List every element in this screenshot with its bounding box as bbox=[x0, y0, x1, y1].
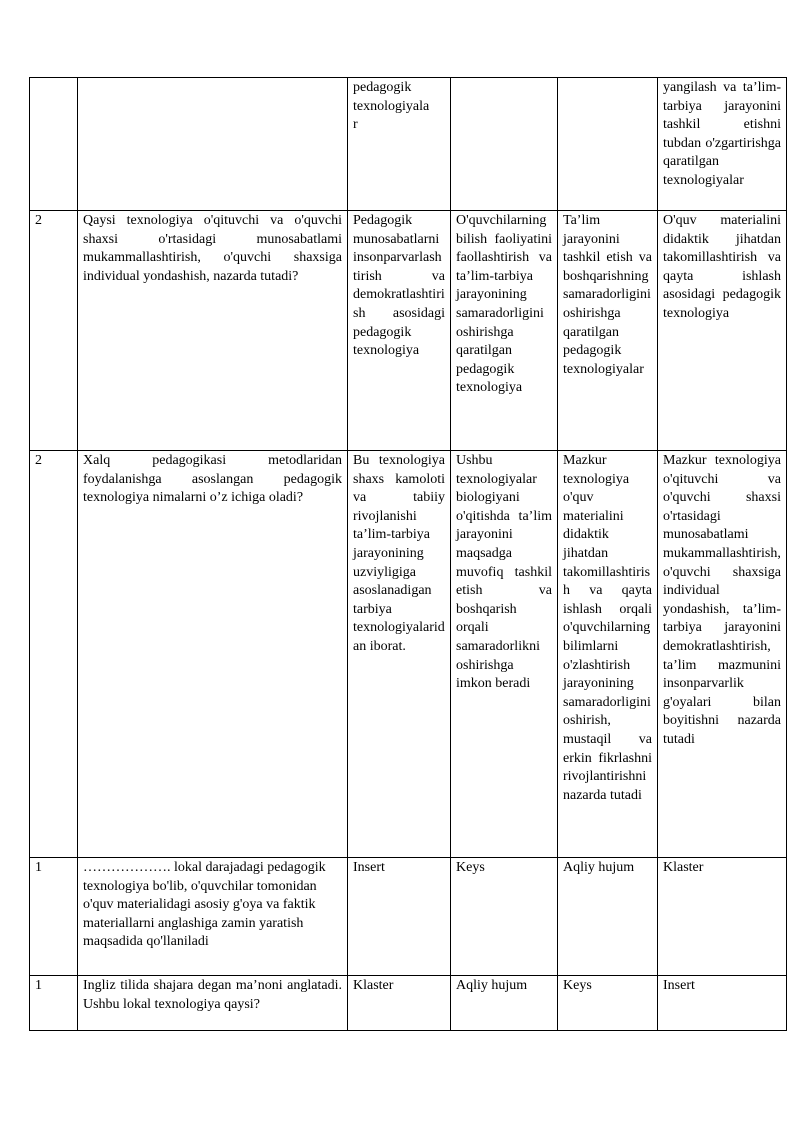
answer-a: Insert bbox=[348, 858, 451, 976]
answer-b: Keys bbox=[451, 858, 558, 976]
answer-c: Keys bbox=[558, 976, 658, 1031]
question-text: Xalq pedagogikasi metodlaridan foydalanishga asoslangan pedagogik texnologiya nimalarni o’z ichiga oladi? bbox=[78, 451, 348, 858]
table-row bbox=[30, 451, 787, 858]
table-row bbox=[30, 976, 787, 1031]
question-text: Ingliz tilida shajara degan ma’noni anglatadi. Ushbu lokal texnologiya qaysi? bbox=[78, 976, 348, 1031]
answer-c: Ta’lim jarayonini tashkil etish va boshqarishning samaradorligini oshirishga qaratilgan pedagogik texnologiyalar bbox=[558, 211, 658, 451]
question-number: 2 bbox=[30, 211, 78, 451]
question-text bbox=[78, 78, 348, 211]
question-text: Qaysi texnologiya o'qituvchi va o'quvchi shaxsi o'rtasidagi munosabatlami mukammallashtirish, o'quvchi shaxsiga individual yondashish, nazarda tutadi? bbox=[78, 211, 348, 451]
answer-a: pedagogik texnologiyala r bbox=[348, 78, 451, 211]
answer-b: Ushbu texnologiyalar biologiyani o'qitishda ta’lim jarayonini maqsadga muvofiq tashkil etish va boshqarish orqali samaradorlikni oshirishga imkon beradi bbox=[451, 451, 558, 858]
answer-d: Insert bbox=[658, 976, 787, 1031]
answer-a: Klaster bbox=[348, 976, 451, 1031]
answer-d: Klaster bbox=[658, 858, 787, 976]
answer-b: Aqliy hujum bbox=[451, 976, 558, 1031]
answer-b bbox=[451, 78, 558, 211]
questions-table bbox=[29, 77, 787, 1031]
answer-d: O'quv materialini didaktik jihatdan takomillashtirish va qayta ishlash asosidagi pedagogik texnologiya bbox=[658, 211, 787, 451]
question-number: 2 bbox=[30, 451, 78, 858]
question-number bbox=[30, 78, 78, 211]
question-number: 1 bbox=[30, 858, 78, 976]
answer-c bbox=[558, 78, 658, 211]
answer-c: Aqliy hujum bbox=[558, 858, 658, 976]
table-row bbox=[30, 858, 787, 976]
answer-b: O'quvchilarning bilish faoliyatini faollashtirish va ta’lim-tarbiya jarayonining samaradorligini oshirishga qaratilgan pedagogik texnologiya bbox=[451, 211, 558, 451]
table-row bbox=[30, 78, 787, 211]
question-text: ………………. lokal darajadagi pedagogik texnologiya bo'lib, o'quvchilar tomonidan o'quv materialidagi asosiy g'oya va faktik materiallarni anglashiga zamin yaratish maqsadida qo'llaniladi bbox=[78, 858, 348, 976]
answer-a: Pedagogik munosabatlarni insonparvarlashtirish va demokratlashtirish asosidagi pedagogik texnologiya bbox=[348, 211, 451, 451]
answer-a: Bu texnologiya shaxs kamoloti va tabiiy rivojlanishi ta’lim-tarbiya jarayonining uzviyligiga asoslanadigan tarbiya texnologiyalaridan iborat. bbox=[348, 451, 451, 858]
table-row bbox=[30, 211, 787, 451]
question-number: 1 bbox=[30, 976, 78, 1031]
answer-d: Mazkur texnologiya o'qituvchi va o'quvchi shaxsi o'rtasidagi munosabatlami mukammallashtirish, o'quvchi shaxsiga individual yondashish, ta’lim-tarbiya jarayonini demokratlashtirish, ta’lim mazmunini insonparvarlik g'oyalari bilan boyitishni nazarda tutadi bbox=[658, 451, 787, 858]
answer-d: yangilash va ta’lim-tarbiya jarayonini tashkil etishni tubdan o'zgartirishga qaratilgan texnologiyalar bbox=[658, 78, 787, 211]
answer-c: Mazkur texnologiya o'quv materialini didaktik jihatdan takomillashtirish va qayta ishlash orqali o'quvchilarning bilimlarni o'zlashtirish jarayonining samaradorligini oshirish, mustaqil va erkin fikrlashni rivojlantirishni nazarda tutadi bbox=[558, 451, 658, 858]
